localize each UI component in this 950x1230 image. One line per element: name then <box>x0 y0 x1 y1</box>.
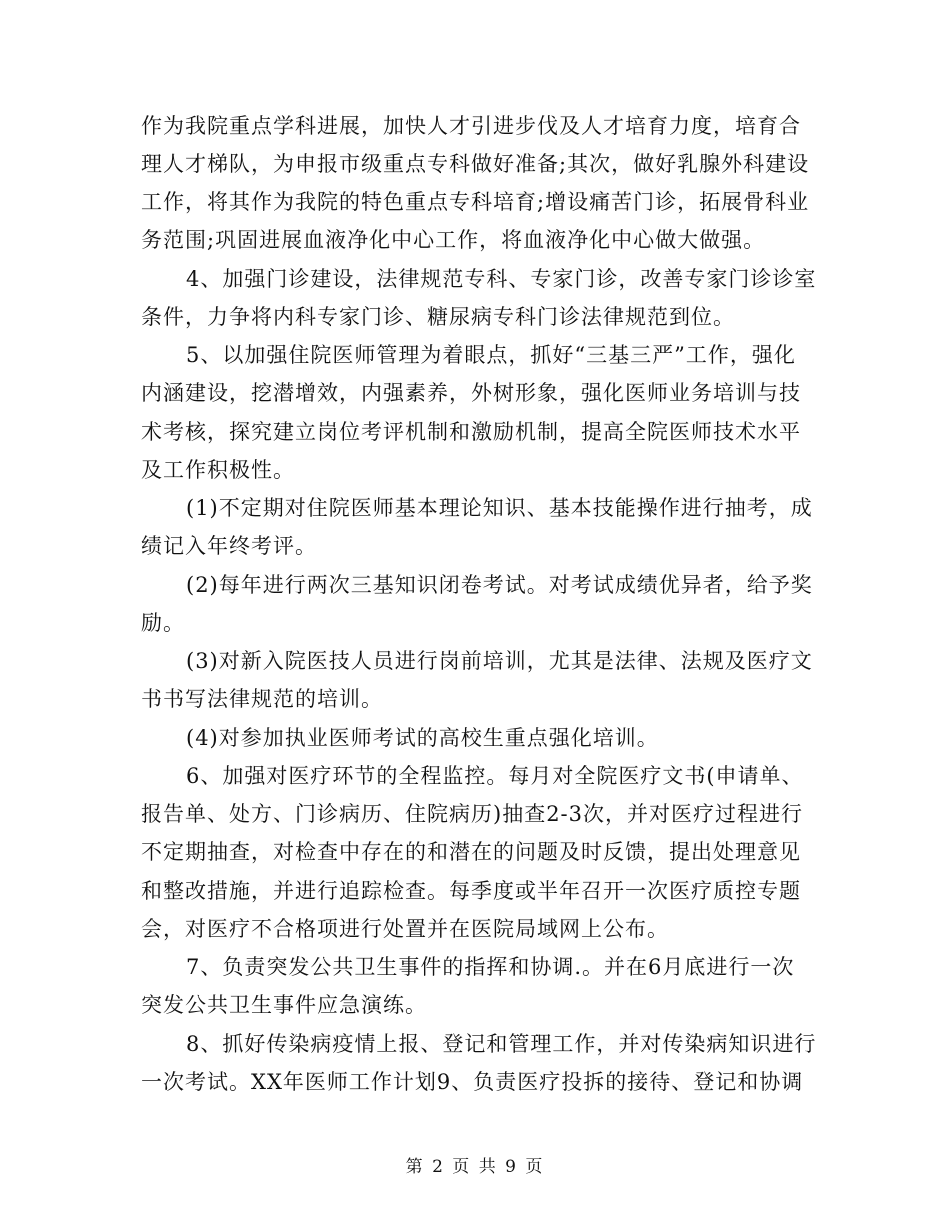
paragraph-line: 绩记入年终考评。 <box>141 534 317 558</box>
paragraph-line: 7、负责突发公共卫生事件的指挥和协调.。并在6月底进行一次 <box>186 955 795 979</box>
paragraph-line: 8、抓好传染病疫情上报、登记和管理工作，并对传染病知识进行 <box>186 1032 817 1056</box>
paragraph-line: 工作，将其作为我院的特色重点专科培育;增设痛苦门诊，拓展骨科业 <box>141 190 810 214</box>
paragraph-line: 作为我院重点学科进展，加快人才引进步伐及人才培育力度，培育合 <box>141 114 801 138</box>
page-number-footer: 第 2 页 共 9 页 <box>405 1157 545 1177</box>
paragraph-line: 会，对医疗不合格项进行处置并在医院局域网上公布。 <box>141 917 669 941</box>
paragraph-line: 理人才梯队，为申报市级重点专科做好准备;其次，做好乳腺外科建设 <box>141 152 810 176</box>
paragraph-line: 条件，力争将内科专家门诊、糖尿病专科门诊法律规范到位。 <box>141 305 735 329</box>
paragraph-line: 突发公共卫生事件应急演练。 <box>141 993 427 1017</box>
paragraph-line: (4)对参加执业医师考试的高校生重点强化培训。 <box>186 726 659 750</box>
paragraph-line: 一次考试。XX年医师工作计划9、负责医疗投拆的接待、登记和协调 <box>141 1070 804 1094</box>
paragraph-line: 务范围;巩固进展血液净化中心工作，将血液净化中心做大做强。 <box>141 228 766 252</box>
paragraph-line: (3)对新入院医技人员进行岗前培训，尤其是法律、法规及医疗文 <box>186 649 813 673</box>
paragraph-line: 6、加强对医疗环节的全程监控。每月对全院医疗文书(申请单、 <box>186 764 804 788</box>
paragraph-line: 内涵建设，挖潜增效，内强素养，外树形象，强化医师业务培训与技 <box>141 381 801 405</box>
paragraph-line: 报告单、处方、门诊病历、住院病历)抽查2-3次，并对医疗过程进行 <box>141 802 804 826</box>
paragraph-line: (2)每年进行两次三基知识闭卷考试。对考试成绩优异者，给予奖 <box>186 573 813 597</box>
paragraph-line: 及工作积极性。 <box>141 458 295 482</box>
paragraph-line: (1)不定期对住院医师基本理论知识、基本技能操作进行抽考，成 <box>186 496 813 520</box>
paragraph-line: 书书写法律规范的培训。 <box>141 687 383 711</box>
paragraph-line: 励。 <box>141 611 185 635</box>
paragraph-line: 术考核，探究建立岗位考评机制和激励机制，提高全院医师技术水平 <box>141 420 801 444</box>
paragraph-line: 不定期抽查，对检查中存在的和潜在的问题及时反馈，提出处理意见 <box>141 840 801 864</box>
paragraph-line: 和整改措施，并进行追踪检查。每季度或半年召开一次医疗质控专题 <box>141 879 801 903</box>
paragraph-line: 5、以加强住院医师管理为着眼点，抓好“三基三严”工作，强化 <box>186 343 796 367</box>
paragraph-line: 4、加强门诊建设，法律规范专科、专家门诊，改善专家门诊诊室 <box>186 267 817 291</box>
